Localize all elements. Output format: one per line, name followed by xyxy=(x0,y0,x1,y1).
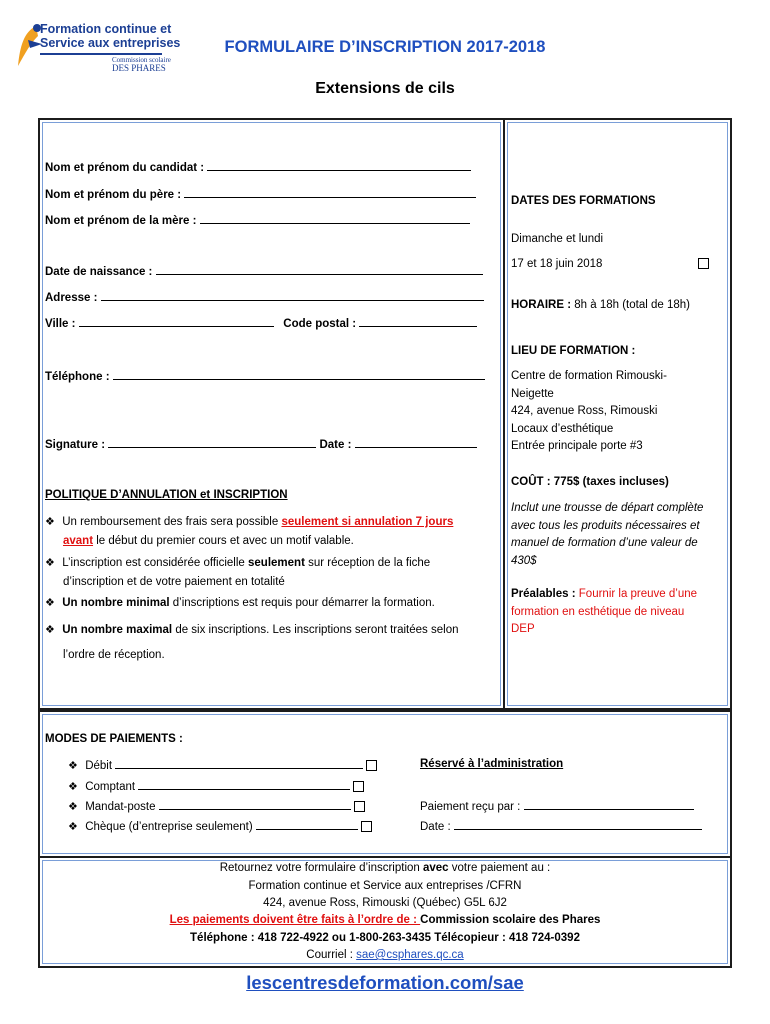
checkbox-icon[interactable] xyxy=(353,781,364,792)
policy-item-4-text: de six inscriptions. Les inscriptions seront traitées selon xyxy=(172,624,459,636)
policy-heading: POLITIQUE D’ANNULATION et INSCRIPTION xyxy=(45,489,288,501)
candidate-name-row[interactable] xyxy=(45,160,471,174)
checkbox-icon[interactable] xyxy=(361,821,372,832)
policy-item-4 xyxy=(45,623,458,636)
checkbox-icon xyxy=(698,258,709,269)
mother-name-field[interactable] xyxy=(200,213,470,224)
address-row[interactable] xyxy=(45,290,484,304)
signature-row[interactable] xyxy=(45,437,477,451)
footer-line-4: Les paiements doivent être faits à l’ordre de : Commission scolaire des Phares xyxy=(169,914,601,926)
diamond-bullet-icon: ❖ xyxy=(45,557,55,569)
mother-name-label: Nom et prénom de la mère : xyxy=(45,215,197,227)
city-row[interactable] xyxy=(45,316,477,330)
diamond-bullet-icon: ❖ xyxy=(68,760,78,772)
cost-line: avec tous les produits nécessaires et xyxy=(511,519,700,532)
logo-rule xyxy=(40,53,162,55)
policy-item-4-cont: l’ordre de réception. xyxy=(63,649,165,661)
birth-date-field[interactable] xyxy=(156,264,483,275)
place-line: Centre de formation Rimouski- xyxy=(511,370,667,382)
diamond-bullet-icon: ❖ xyxy=(68,821,78,833)
dates-date: 17 et 18 juin 2018 xyxy=(511,258,603,270)
birth-date-row[interactable] xyxy=(45,264,483,278)
phone-field[interactable] xyxy=(113,369,485,380)
diamond-bullet-icon: ❖ xyxy=(68,801,78,813)
signature-field[interactable] xyxy=(108,437,316,448)
policy-item-1-emphasis-2: avant xyxy=(63,535,94,547)
policy-item-3 xyxy=(45,596,435,609)
cost-line: 430$ xyxy=(511,554,537,567)
payment-option-debit[interactable] xyxy=(68,758,377,772)
policy-item-1-cont xyxy=(63,535,354,547)
diamond-bullet-icon: ❖ xyxy=(45,597,55,609)
admin-received-label: Paiement reçu par : xyxy=(420,801,521,813)
footer-line-3: 424, avenue Ross, Rimouski (Québec) G5L 6J2 xyxy=(263,897,507,909)
cost-description xyxy=(511,500,703,570)
logo-subtitle xyxy=(112,56,172,72)
hours-label: HORAIRE : xyxy=(511,299,572,311)
hours-value: 8h à 18h (total de 18h) xyxy=(571,299,690,311)
payment-option-label: Chèque (d’entreprise seulement) xyxy=(85,821,253,833)
diamond-bullet-icon: ❖ xyxy=(45,624,55,636)
footer-line-2: Formation continue et Service aux entreprises /CFRN xyxy=(248,880,522,892)
place-line: Neigette xyxy=(511,387,554,400)
admin-received-field[interactable] xyxy=(524,799,694,810)
admin-received-row[interactable] xyxy=(420,799,694,813)
policy-item-4-bold: Un nombre maximal xyxy=(62,624,173,636)
city-field[interactable] xyxy=(79,316,274,327)
admin-date-field[interactable] xyxy=(454,819,702,830)
dates-heading: DATES DES FORMATIONS xyxy=(511,195,656,207)
payment-option-line xyxy=(256,819,358,830)
candidate-section xyxy=(38,118,505,710)
checkbox-icon[interactable] xyxy=(354,801,365,812)
diamond-bullet-icon: ❖ xyxy=(45,516,55,528)
candidate-name-label: Nom et prénom du candidat : xyxy=(45,162,205,174)
policy-item-1-emphasis: seulement si annulation 7 jours xyxy=(281,516,454,528)
address-field[interactable] xyxy=(101,290,484,301)
father-name-field[interactable] xyxy=(184,187,476,198)
website-link[interactable]: lescentresdeformation.com/sae xyxy=(246,972,524,993)
policy-item-2-bold: seulement xyxy=(248,557,305,569)
signature-date-label: Date : xyxy=(319,439,352,451)
admin-date-label: Date : xyxy=(420,821,451,833)
policy-item-2 xyxy=(45,556,430,569)
prereq-line: formation en esthétique de niveau xyxy=(511,605,685,618)
policy-item-2-text-a: L’inscription est considérée officielle xyxy=(62,557,249,569)
city-label: Ville : xyxy=(45,318,76,330)
phone-label: Téléphone : xyxy=(45,371,110,383)
father-name-label: Nom et prénom du père : xyxy=(45,189,182,201)
policy-item-3-text: d’inscriptions est requis pour démarrer la formation. xyxy=(169,597,435,609)
dates-days: Dimanche et lundi xyxy=(511,233,604,245)
hours-row xyxy=(511,297,690,315)
payment-option-label: Mandat-poste xyxy=(85,801,156,813)
prereq-line: Fournir la preuve d’une xyxy=(575,588,698,600)
payment-heading: MODES DE PAIEMENTS : xyxy=(45,733,183,745)
logo-sub-small: Commission scolaire xyxy=(112,56,171,64)
signature-label: Signature : xyxy=(45,439,106,451)
payment-option-line xyxy=(138,779,350,790)
place-heading: LIEU DE FORMATION : xyxy=(511,345,636,357)
birth-date-label: Date de naissance : xyxy=(45,266,153,278)
form-title: FORMULAIRE D’INSCRIPTION 2017-2018 xyxy=(224,38,546,56)
policy-item-3-bold: Un nombre minimal xyxy=(62,597,170,609)
signature-date-field[interactable] xyxy=(355,437,477,448)
policy-item-2-cont: d’inscription et de votre paiement en totalité xyxy=(63,576,285,588)
mother-name-row[interactable] xyxy=(45,213,470,227)
policy-item-1 xyxy=(45,515,453,528)
date-select-checkbox[interactable] xyxy=(698,256,709,270)
logo-sub-big: DES PHARES xyxy=(112,63,166,73)
cost-line: Inclut une trousse de départ complète xyxy=(511,502,704,514)
policy-item-1-text-b: le début du premier cours et avec un motif valable. xyxy=(93,535,354,547)
payment-option-line xyxy=(115,758,363,769)
place-line: Entrée principale porte #3 xyxy=(511,440,643,452)
place-lines xyxy=(511,368,667,456)
postal-code-field[interactable] xyxy=(359,316,477,327)
prereq-line: DEP xyxy=(511,623,535,635)
place-line: Locaux d’esthétique xyxy=(511,422,614,435)
logo-line-2: Service aux entreprises xyxy=(40,36,181,50)
email-link[interactable]: sae@csphares.qc.ca xyxy=(356,949,464,961)
address-label: Adresse : xyxy=(45,292,98,304)
father-name-row[interactable] xyxy=(45,187,476,201)
footer-line-1: Retournez votre formulaire d’inscription avec votre paiement au : xyxy=(219,862,551,874)
payment-option-cash[interactable] xyxy=(68,779,364,793)
candidate-name-field[interactable] xyxy=(207,160,471,171)
prereq-label: Préalables : xyxy=(511,588,576,600)
admin-heading: Réservé à l’administration xyxy=(420,758,564,770)
postal-code-label: Code postal : xyxy=(283,318,357,330)
policy-item-2-text-b: sur réception de la fiche xyxy=(304,557,431,569)
footer-line-6: Courriel : sae@csphares.qc.ca xyxy=(306,949,464,961)
cost-line: manuel de formation d’une valeur de xyxy=(511,537,698,549)
policy-item-1-text-a: Un remboursement des frais sera possible xyxy=(62,516,282,528)
payment-option-label: Comptant xyxy=(85,781,136,793)
form-subtitle: Extensions de cils xyxy=(315,80,455,97)
cost-heading: COÛT : 775$ (taxes incluses) xyxy=(511,476,669,488)
place-line: 424, avenue Ross, Rimouski xyxy=(511,405,658,417)
footer-line-5: Téléphone : 418 722-4922 ou 1-800-263-3435 Télécopieur : 418 724-0392 xyxy=(190,932,580,944)
checkbox-icon[interactable] xyxy=(366,760,377,771)
organization-logo xyxy=(16,22,181,73)
diamond-bullet-icon: ❖ xyxy=(68,781,78,793)
logo-line-1: Formation continue et xyxy=(40,22,172,36)
payment-option-money-order[interactable] xyxy=(68,799,365,813)
payment-option-label: Débit xyxy=(85,760,113,772)
payment-option-line xyxy=(159,799,351,810)
admin-date-row[interactable] xyxy=(420,819,702,833)
phone-row[interactable] xyxy=(45,369,485,383)
prerequisites xyxy=(511,586,697,639)
payment-option-cheque[interactable] xyxy=(68,819,372,833)
